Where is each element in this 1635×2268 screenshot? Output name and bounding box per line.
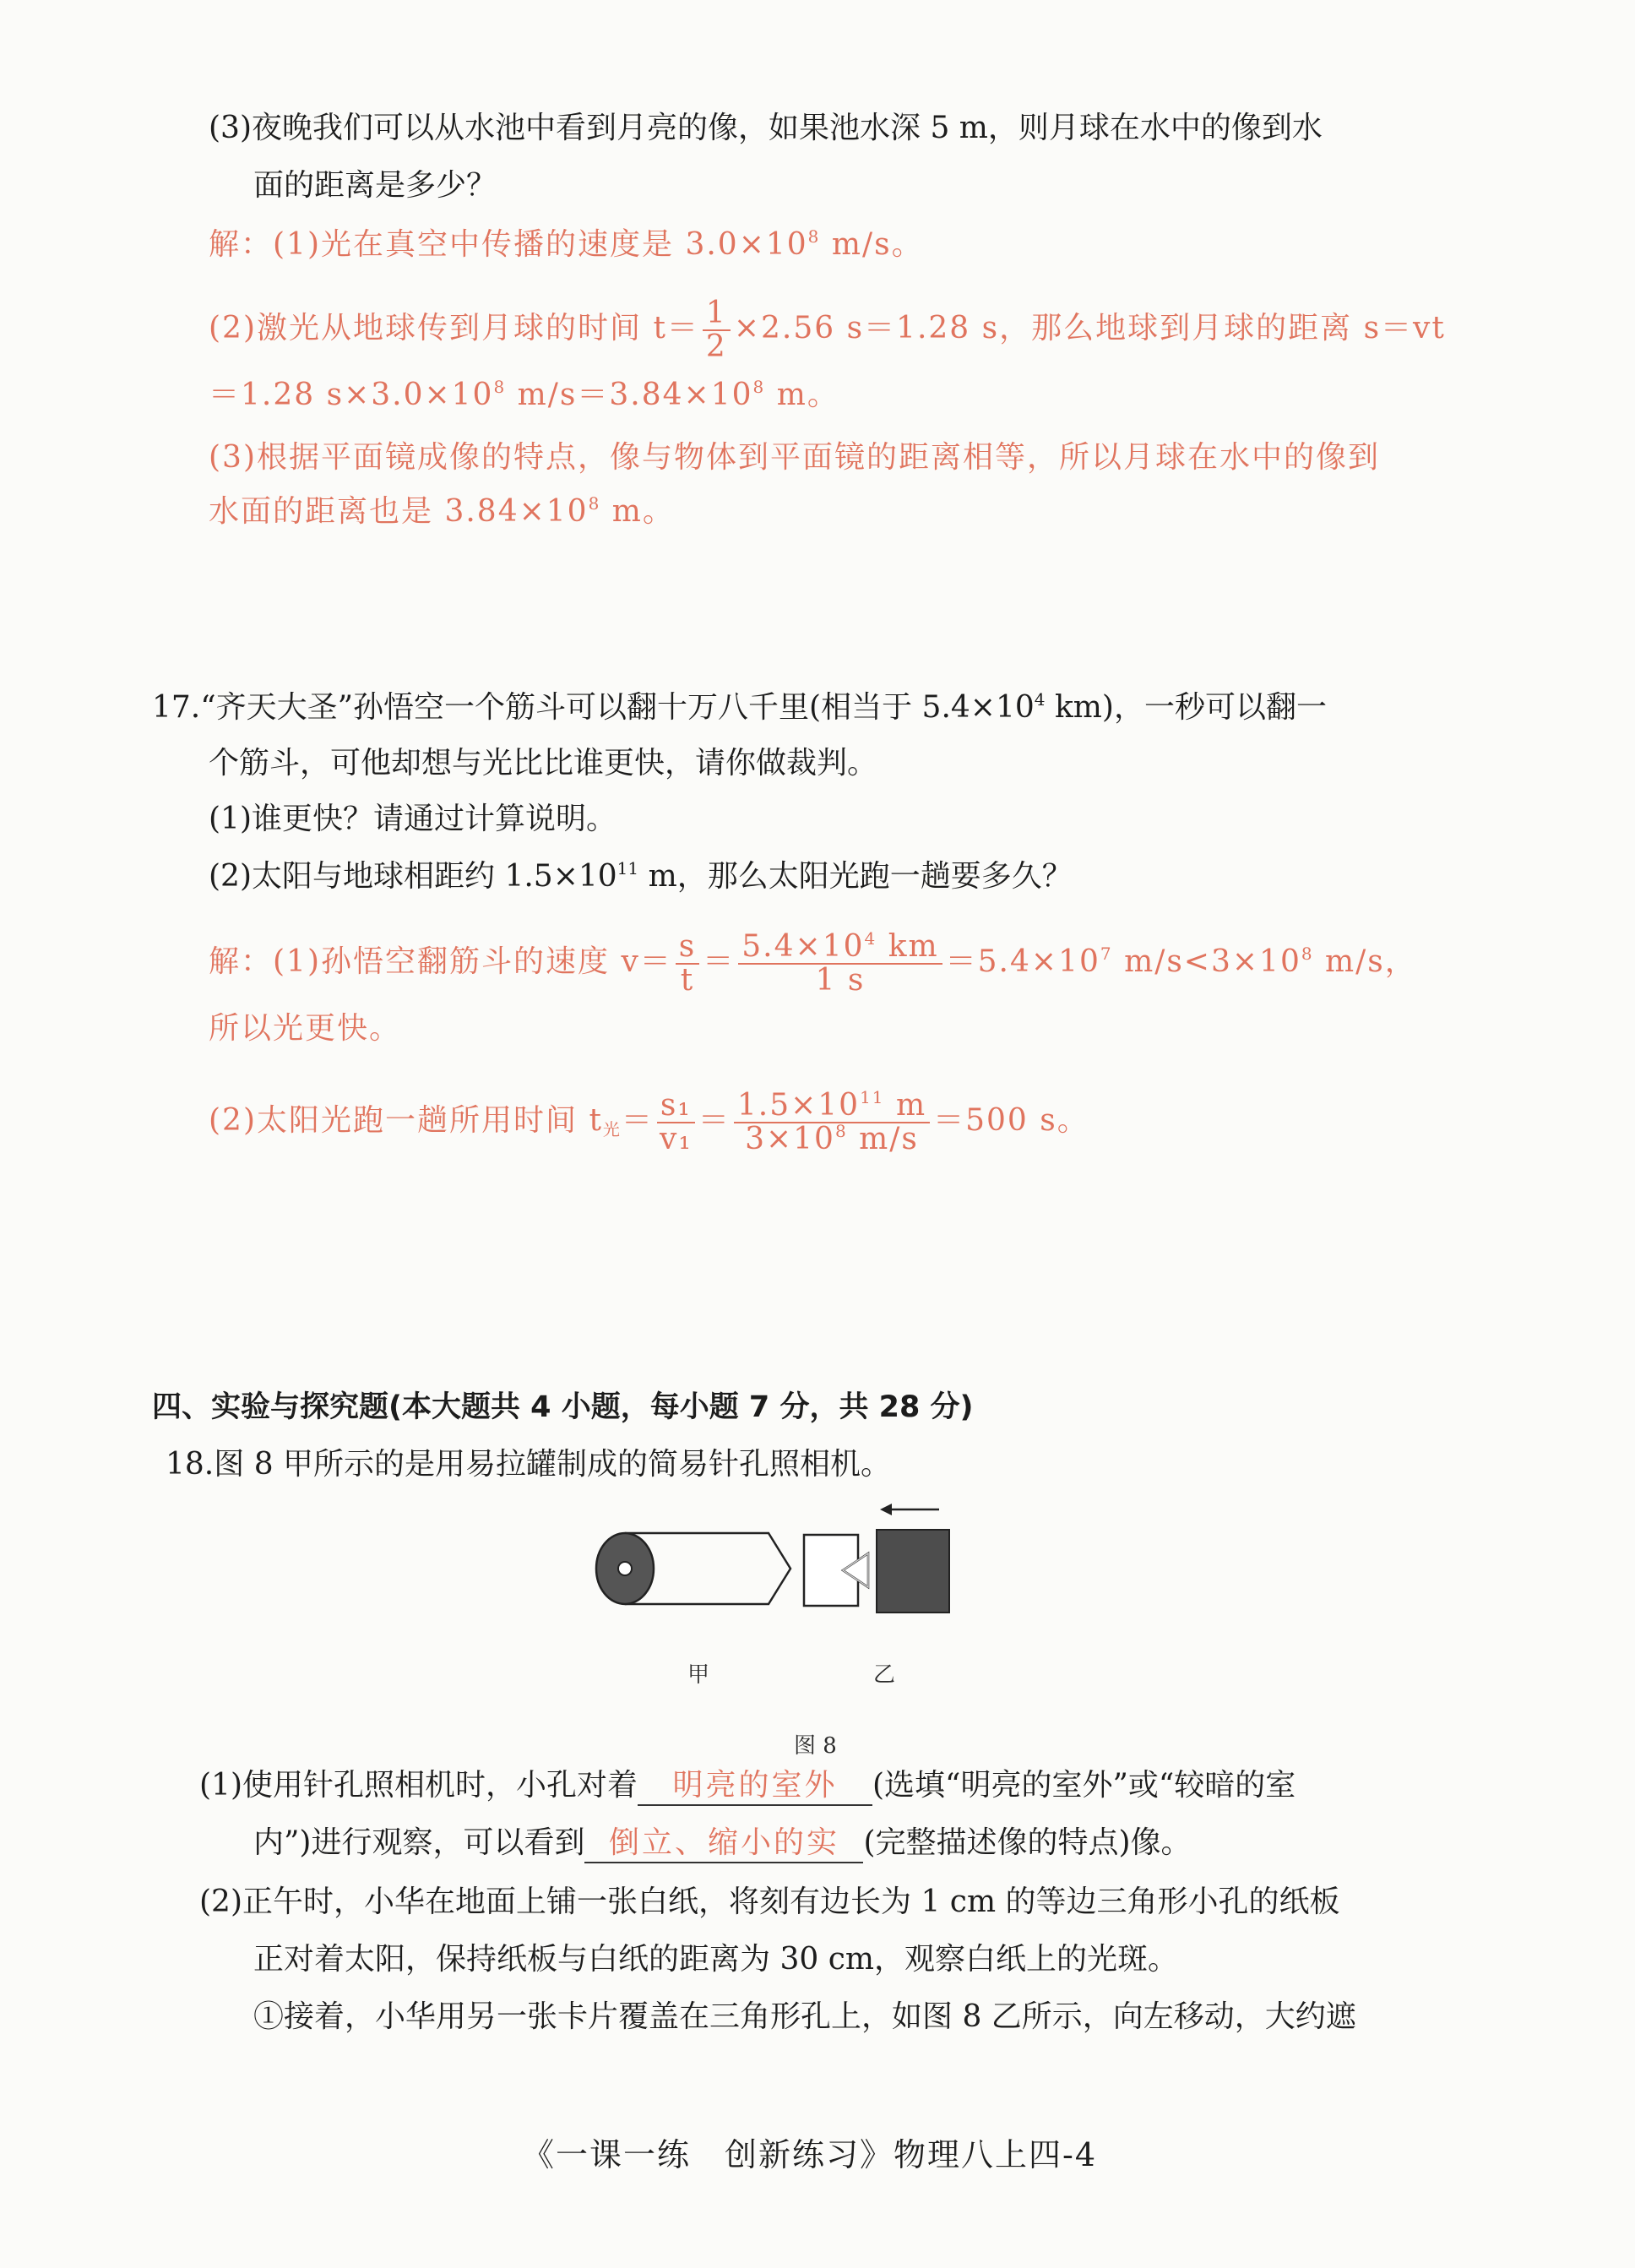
q17-ans2-sub: 光 [602,1119,622,1139]
q16-ans1-unit: m/s。 [820,227,924,262]
q17-part2-exp: 11 [617,858,639,878]
q16-ans1-text: 解：(1)光在真空中传播的速度是 3.0×10 [209,227,808,262]
q17-answer-1-line2: 所以光更快。 [209,1011,402,1046]
q18-p1b-rest: (完整描述像的特点)像。 [863,1825,1192,1860]
q16-answer-3-line1: (3)根据平面镜成像的特点，像与物体到平面镜的距离相等，所以月球在水中的像到 [209,440,1380,475]
figure-label-yi: 乙 [873,1662,896,1688]
triangle-hole-card-setup [804,1504,949,1613]
fraction-denominator [734,1123,930,1156]
q17-part2-rest: m，那么太阳光跑一趟要多久？ [638,859,1073,894]
q18-part2-line1: (2)正午时，小华在地面上铺一张白纸，将刻有边长为 1 cm 的等边三角形小孔的纸板 [199,1885,1340,1919]
q16-ans2b-text: ＝1.28 s×3.0×10 [209,378,494,412]
page-footer: 《一课一练 创新练习》物理八上四-4 [522,2136,1098,2173]
q16-ans1-exp: 8 [807,226,821,247]
q17-ans1-exp1: 7 [1100,944,1113,964]
section-heading: 四、实验与探究题(本大题共 4 小题，每小题 7 分，共 28 分) [152,1390,974,1424]
q17-line1-exp: 4 [1034,689,1046,710]
q17-line2: 个筋斗，可他却想与光比比谁更快，请你做裁判。 [209,746,878,780]
q17-part1: (1)谁更快？请通过计算说明。 [209,802,617,836]
q16-ans2-text: (2)激光从地球传到月球的时间 t＝ [209,311,699,345]
q18-p1-text: (1)使用针孔照相机时，小孔对着 [199,1768,638,1803]
q18-p1-rest: (选填“明亮的室外”或“较暗的室 [872,1768,1296,1803]
q17-line1-text: 17.“齐天大圣”孙悟空一个筋斗可以翻十万八千里(相当于 5.4×10 [152,690,1035,725]
fraction-s1-over-v1 [657,1090,695,1156]
q18-part2-line2: 正对着太阳，保持纸板与白纸的距离为 30 cm，观察白纸上的光斑。 [253,1942,1178,1977]
num-text: 1.5×10 [736,1088,861,1123]
move-left-arrow-icon [880,1504,892,1515]
q17-ans1-exp2: 8 [1301,944,1314,964]
q16-ans2b-unit: m。 [765,378,839,412]
q16-ans2b-exp1: 8 [493,377,507,397]
num-exp: 11 [860,1087,885,1107]
num-unit: km [877,929,939,964]
q16-ans3-unit: m。 [600,494,675,529]
q16-ans2-rest: ×2.56 s＝1.28 s，那么地球到月球的距离 s＝vt [733,311,1446,345]
equals-sign: ＝ [621,1103,654,1138]
q17-line1-rest: km)，一秒可以翻一 [1045,690,1327,725]
fraction-denominator: v₁ [659,1122,693,1156]
fraction-numerator: s [676,931,699,965]
fraction-numerator: s₁ [657,1090,695,1123]
pinhole [618,1562,632,1575]
q18-intro: 18.图 8 甲所示的是用易拉罐制成的简易针孔照相机。 [166,1447,892,1482]
q17-part2 [209,858,1073,895]
den-exp: 8 [834,1121,848,1141]
fraction-numerator [738,928,942,965]
q17-ans1-text: 解：(1)孙悟空翻筋斗的速度 v＝ [209,944,672,979]
q17-answer-1: 解：(1)孙悟空翻筋斗的速度 v＝ $\frac{s}{t}$ ＝ $\frac{5.4\times 10^4 km}{1 s}$ $=5.4\times 10^7$ $m/s<3\times 10^8$ m/s， [209,928,1417,998]
q18-part1-line1 [199,1767,1296,1806]
q17-answer-2: (2)太阳光跑一趟所用时间 $t_光=$ $\frac{\text{s₁}}{\text{v₁}}$ ＝ $\frac{1.5\times 10^{11} m}{3\times 10^8 m/s}$ ＝500 s。 [209,1087,1089,1156]
fraction-numerator [734,1087,930,1123]
figure-caption: 图 8 [794,1733,837,1759]
den-unit: m/s [847,1122,919,1156]
sliding-card [877,1530,949,1613]
answer-blank-1: 明亮的室外 [638,1767,872,1806]
num-exp: 4 [864,928,877,949]
q16-ans3-exp: 8 [588,493,601,514]
q16-answer-3-line2 [209,493,675,530]
q16-ans2b-mid: m/s＝3.84×10 [506,378,753,412]
q16-answer-2b [209,377,839,414]
num-unit: m [884,1088,927,1123]
q18-part2-line3: ①接着，小华用另一张卡片覆盖在三角形孔上，如图 8 乙所示，向左移动，大约遮 [253,1999,1356,2034]
q16-answer-2 [209,297,1446,363]
figure-8-diagram [583,1499,988,1651]
q17-ans1-compare: m/s<3×10 [1112,944,1301,979]
fraction-half [703,297,731,363]
q17-ans2-result: ＝500 s。 [933,1103,1089,1138]
q17-part2-text: (2)太阳与地球相距约 1.5×10 [209,859,617,894]
pinhole-camera-can [596,1533,790,1604]
fraction-s-over-t [676,931,699,997]
num-text: 5.4×10 [741,929,865,964]
q16-ans3-text: 水面的距离也是 3.84×10 [209,494,589,529]
figure-label-jia: 甲 [687,1662,710,1688]
q17-ans1-result: ＝5.4×10 [945,944,1100,979]
fraction-denominator: t [680,963,695,998]
fraction-denominator: 1 s [815,963,866,998]
q17-line1 [152,689,1327,726]
q16-ans2b-exp2: 8 [752,377,766,397]
den-text: 3×10 [745,1122,835,1156]
fraction-distance-over-time [738,928,942,998]
q18-part1-line2 [253,1825,1192,1863]
q17-ans1-unit: m/s， [1313,944,1417,979]
q17-ans2-text: (2)太阳光跑一趟所用时间 t [209,1103,603,1138]
fraction-numerator: 1 [703,297,731,331]
q16-answer-1 [209,226,924,264]
fraction-distance-over-speed [734,1087,930,1156]
q16-part3-line2: 面的距离是多少？ [253,168,497,203]
fraction-denominator: 2 [705,329,727,364]
q16-part3-line1: (3)夜晚我们可以从水池中看到月亮的像，如果池水深 5 m，则月球在水中的像到水 [209,111,1323,145]
q18-p1b-text: 内”)进行观察，可以看到 [253,1825,585,1860]
answer-blank-2: 倒立、缩小的实 [584,1825,863,1863]
